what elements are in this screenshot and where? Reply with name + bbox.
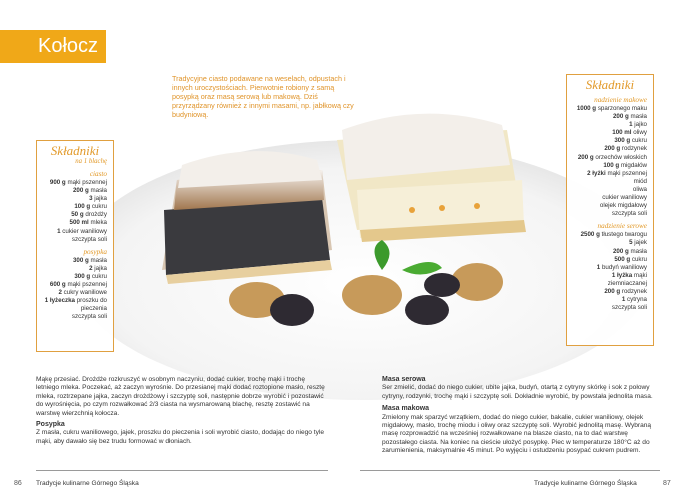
ingredient-name: jajka [94, 264, 107, 272]
ingredient-item [567, 170, 653, 178]
ingredient-item [37, 289, 113, 297]
ingredient-item [37, 257, 113, 265]
ingredient-item [37, 179, 113, 187]
method-left-column [36, 376, 326, 446]
ingredient-item [37, 228, 113, 236]
ingredients-section-title: nadzienie makowe [594, 96, 647, 104]
ingredient-name: cukru [631, 137, 647, 145]
ingredient-name: cukru [631, 255, 647, 263]
ingredient-quantity: 200 g [612, 113, 631, 121]
ingredient-item [567, 129, 653, 137]
ingredient-quantity: 300 g [614, 137, 632, 145]
ingredient-item [567, 248, 653, 256]
ingredient-item [567, 288, 653, 296]
ingredient-name: jajka [94, 195, 107, 203]
ingredient-item [567, 256, 653, 264]
ingredient-quantity: 1 [621, 296, 628, 304]
ingredient-quantity: 600 g [49, 281, 68, 289]
ingredient-quantity: 200 g [612, 247, 631, 255]
ingredient-item [37, 273, 113, 281]
ingredients-list [567, 96, 653, 312]
ingredient-item [567, 264, 653, 272]
ingredient-quantity: 2 [58, 289, 64, 297]
serowa-heading: Masa serowa [382, 376, 426, 383]
ingredient-name: masła [630, 247, 647, 255]
ingredient-name: mleka [90, 219, 107, 227]
ingredient-quantity: 300 g [72, 256, 91, 264]
ingredient-item [567, 154, 653, 162]
ingredient-name: olejek migdałowy [599, 202, 647, 210]
ingredient-name: cukry waniliowe [63, 289, 107, 297]
ingredient-item [37, 187, 113, 195]
page-number-left: 86 [14, 480, 22, 487]
ingredient-name: cukru [91, 272, 107, 280]
ingredient-item [567, 162, 653, 170]
posypka-text: Z masła, cukru waniliowego, jajek, proszku do pieczenia i soli wyrobić ciasto, dodając do niego tyle mąki, aby dawało się bez trudu formować w dłoniach. [36, 429, 325, 445]
ingredient-name: drożdży [85, 211, 107, 219]
ingredient-quantity: 2 łyżki [587, 169, 608, 177]
ingredient-quantity: 200 g [604, 287, 622, 295]
posypka-heading: Posypka [36, 421, 65, 429]
ingredient-name: oliwa [632, 185, 647, 193]
ingredients-section-title: nadzienie serowe [597, 222, 647, 231]
ingredient-quantity: 2500 g [580, 231, 602, 239]
cheese-slice [337, 114, 526, 242]
ingredients-subheading: na 1 blachę [75, 158, 107, 165]
ingredient-item [37, 265, 113, 273]
ingredient-name: migdałów [620, 161, 647, 169]
footer-rule-right [360, 470, 660, 471]
ingredient-name: sparzonego maku [597, 105, 647, 112]
ingredient-item [567, 121, 653, 129]
footer-title-left: Tradycje kulinarne Górnego Śląska [36, 480, 139, 487]
method-paragraph: Mąkę przesiać. Drożdże rozkruszyć w osobnym naczyniu, dodać cukier, trochę mąki i trochę letniego mleka. Poczekać, aż zaczyn wyrośnie. Do przesianej mąki dodać roztopione masło, resztę mleka, roztrzepane jajka, zaczyn drożdżowy i szczyptę soli, następnie dobrze wyrobić i pozostawić do wyrośnięcia, po czym rozwałkować 2/3 ciasta na wysmarowaną blachę, resztę zostawić na warstwę wierzchnią kołocza. [36, 376, 325, 417]
ingredients-section-title: ciasto [89, 170, 107, 178]
intro-text: Tradycyjne ciasto podawane na weselach, odpustach i innych uroczystościach. Pierwotnie robiony z samą posypką oraz masą serową lub makową. Dziś przyrządzany również z innymi masami, np. jabłkową czy budyniową. [172, 74, 354, 119]
ingredient-quantity: 200 g [577, 153, 596, 161]
ingredient-name: cukru [91, 203, 107, 211]
ingredient-item [37, 211, 113, 219]
ingredient-quantity: 200 g [72, 187, 91, 195]
ingredient-name: cukier waniliowy [62, 227, 107, 235]
ingredients-heading: Składniki [50, 143, 100, 158]
ingredient-quantity: 500 ml [69, 219, 91, 227]
ingredient-item [37, 313, 113, 321]
ingredient-quantity: 1 [596, 263, 602, 271]
page-title: Kołocz [38, 35, 99, 57]
ingredient-item [37, 219, 113, 227]
ingredient-item [37, 297, 113, 313]
ingredient-name: orzechów włoskich [595, 153, 647, 161]
ingredient-name: masła [90, 256, 107, 264]
ingredient-item [567, 178, 653, 186]
ingredient-name: szczypta soli [611, 210, 647, 218]
ingredient-item [567, 113, 653, 121]
ingredient-item [37, 236, 113, 244]
ingredients-box-left [36, 140, 114, 352]
ingredient-name: cukier waniliowy [602, 194, 647, 202]
ingredient-name: jajek [634, 239, 647, 247]
page-number-right: 87 [663, 480, 671, 487]
makowa-text: Zmielony mak sparzyć wrzątkiem, dodać do niego cukier, bakalie, cukier waniliowy, olejek migdałowy, masło, trochę miodu i oliwy oraz szczyptę soli. Wyrobić jednolitą masę. Wybraną masę rozprowadzić na wcześniej rozwałkowane na blasze ciasto, na to dać warstwę pozostałego ciasta. Na koniec na cieście ułożyć posypkę. Piec w temperaturze 180°C aż do zarumienienia, maksymalnie 45 minut. Po wyjęciu i ostudzeniu posypać cukrem pudrem. [382, 413, 652, 455]
ingredient-name: proszku do pieczenia [76, 297, 107, 313]
ingredient-quantity: 50 g [71, 211, 86, 219]
ingredient-name: mąki pszennej [67, 281, 107, 289]
ingredient-name: szczypta soli [71, 313, 107, 321]
ingredient-quantity: 200 g [604, 145, 622, 153]
ingredient-name: szczypta soli [611, 304, 647, 312]
ingredient-name: rodzynek [621, 145, 647, 153]
serowa-text: Ser zmielić, dodać do niego cukier, ubite jajka, budyń, otartą z cytryny skórkę i sok z połowy cytryny, rodzynki, trochę mąki i szczyptę soli. Dokładnie wyrobić, by powstała jednolita masa. [382, 384, 653, 400]
ingredient-quantity: 1000 g [576, 105, 598, 112]
ingredient-quantity: 100 g [603, 161, 621, 169]
footer-rule-left [36, 470, 328, 471]
ingredient-item [567, 239, 653, 247]
ingredient-item [567, 137, 653, 145]
ingredient-name: mąki pszennej [607, 169, 647, 177]
ingredient-quantity: 1 łyżka [611, 271, 634, 279]
ingredient-quantity: 1 [629, 121, 635, 129]
ingredient-quantity: 1 [57, 227, 63, 235]
ingredient-quantity: 900 g [49, 179, 68, 186]
method-right-column [382, 376, 660, 456]
ingredient-quantity: 2 [89, 264, 95, 272]
ingredient-item [567, 296, 653, 304]
ingredient-quantity: 300 g [74, 272, 92, 280]
ingredient-item [567, 105, 653, 113]
ingredient-name: masła [90, 187, 107, 195]
ingredient-item [37, 281, 113, 289]
ingredients-box-right [566, 74, 654, 346]
ingredient-name: jajko [634, 121, 647, 129]
ingredient-name: rodzynek [621, 287, 647, 295]
ingredient-item [567, 145, 653, 153]
ingredient-item [567, 194, 653, 202]
ingredient-name: mąki ziemniaczanej [607, 271, 647, 287]
ingredient-quantity: 100 ml [612, 129, 634, 137]
makowa-heading: Masa makowa [382, 405, 430, 413]
ingredients-section-title: posypka [83, 247, 107, 256]
ingredient-name: mąki pszennej [67, 179, 107, 186]
ingredient-name: masła [630, 113, 647, 121]
ingredient-name: tłustego twarogu [601, 231, 647, 239]
ingredients-heading: Składniki [585, 77, 635, 92]
ingredient-name: miód [633, 177, 647, 185]
ingredient-name: oliwy [633, 129, 647, 137]
ingredient-item [37, 203, 113, 211]
ingredient-name: budyń waniliowy [601, 263, 647, 271]
ingredient-quantity: 3 [89, 195, 95, 203]
ingredient-quantity: 1 łyżeczka [44, 297, 77, 305]
ingredient-quantity: 100 g [74, 203, 92, 211]
footer-title-right: Tradycje kulinarne Górnego Śląska [534, 480, 637, 487]
ingredient-name: szczypta soli [71, 235, 107, 243]
ingredient-item [567, 304, 653, 312]
ingredient-quantity: 5 [629, 239, 635, 247]
ingredient-name: cytryna [627, 296, 647, 304]
ingredient-quantity: 500 g [614, 255, 632, 263]
ingredient-item [567, 231, 653, 239]
ingredients-list [37, 170, 113, 322]
ingredient-item [567, 272, 653, 288]
ingredient-item [567, 186, 653, 194]
ingredient-item [567, 202, 653, 210]
poppy-seed-slice [162, 151, 332, 284]
ingredient-item [567, 210, 653, 218]
ingredient-item [37, 195, 113, 203]
